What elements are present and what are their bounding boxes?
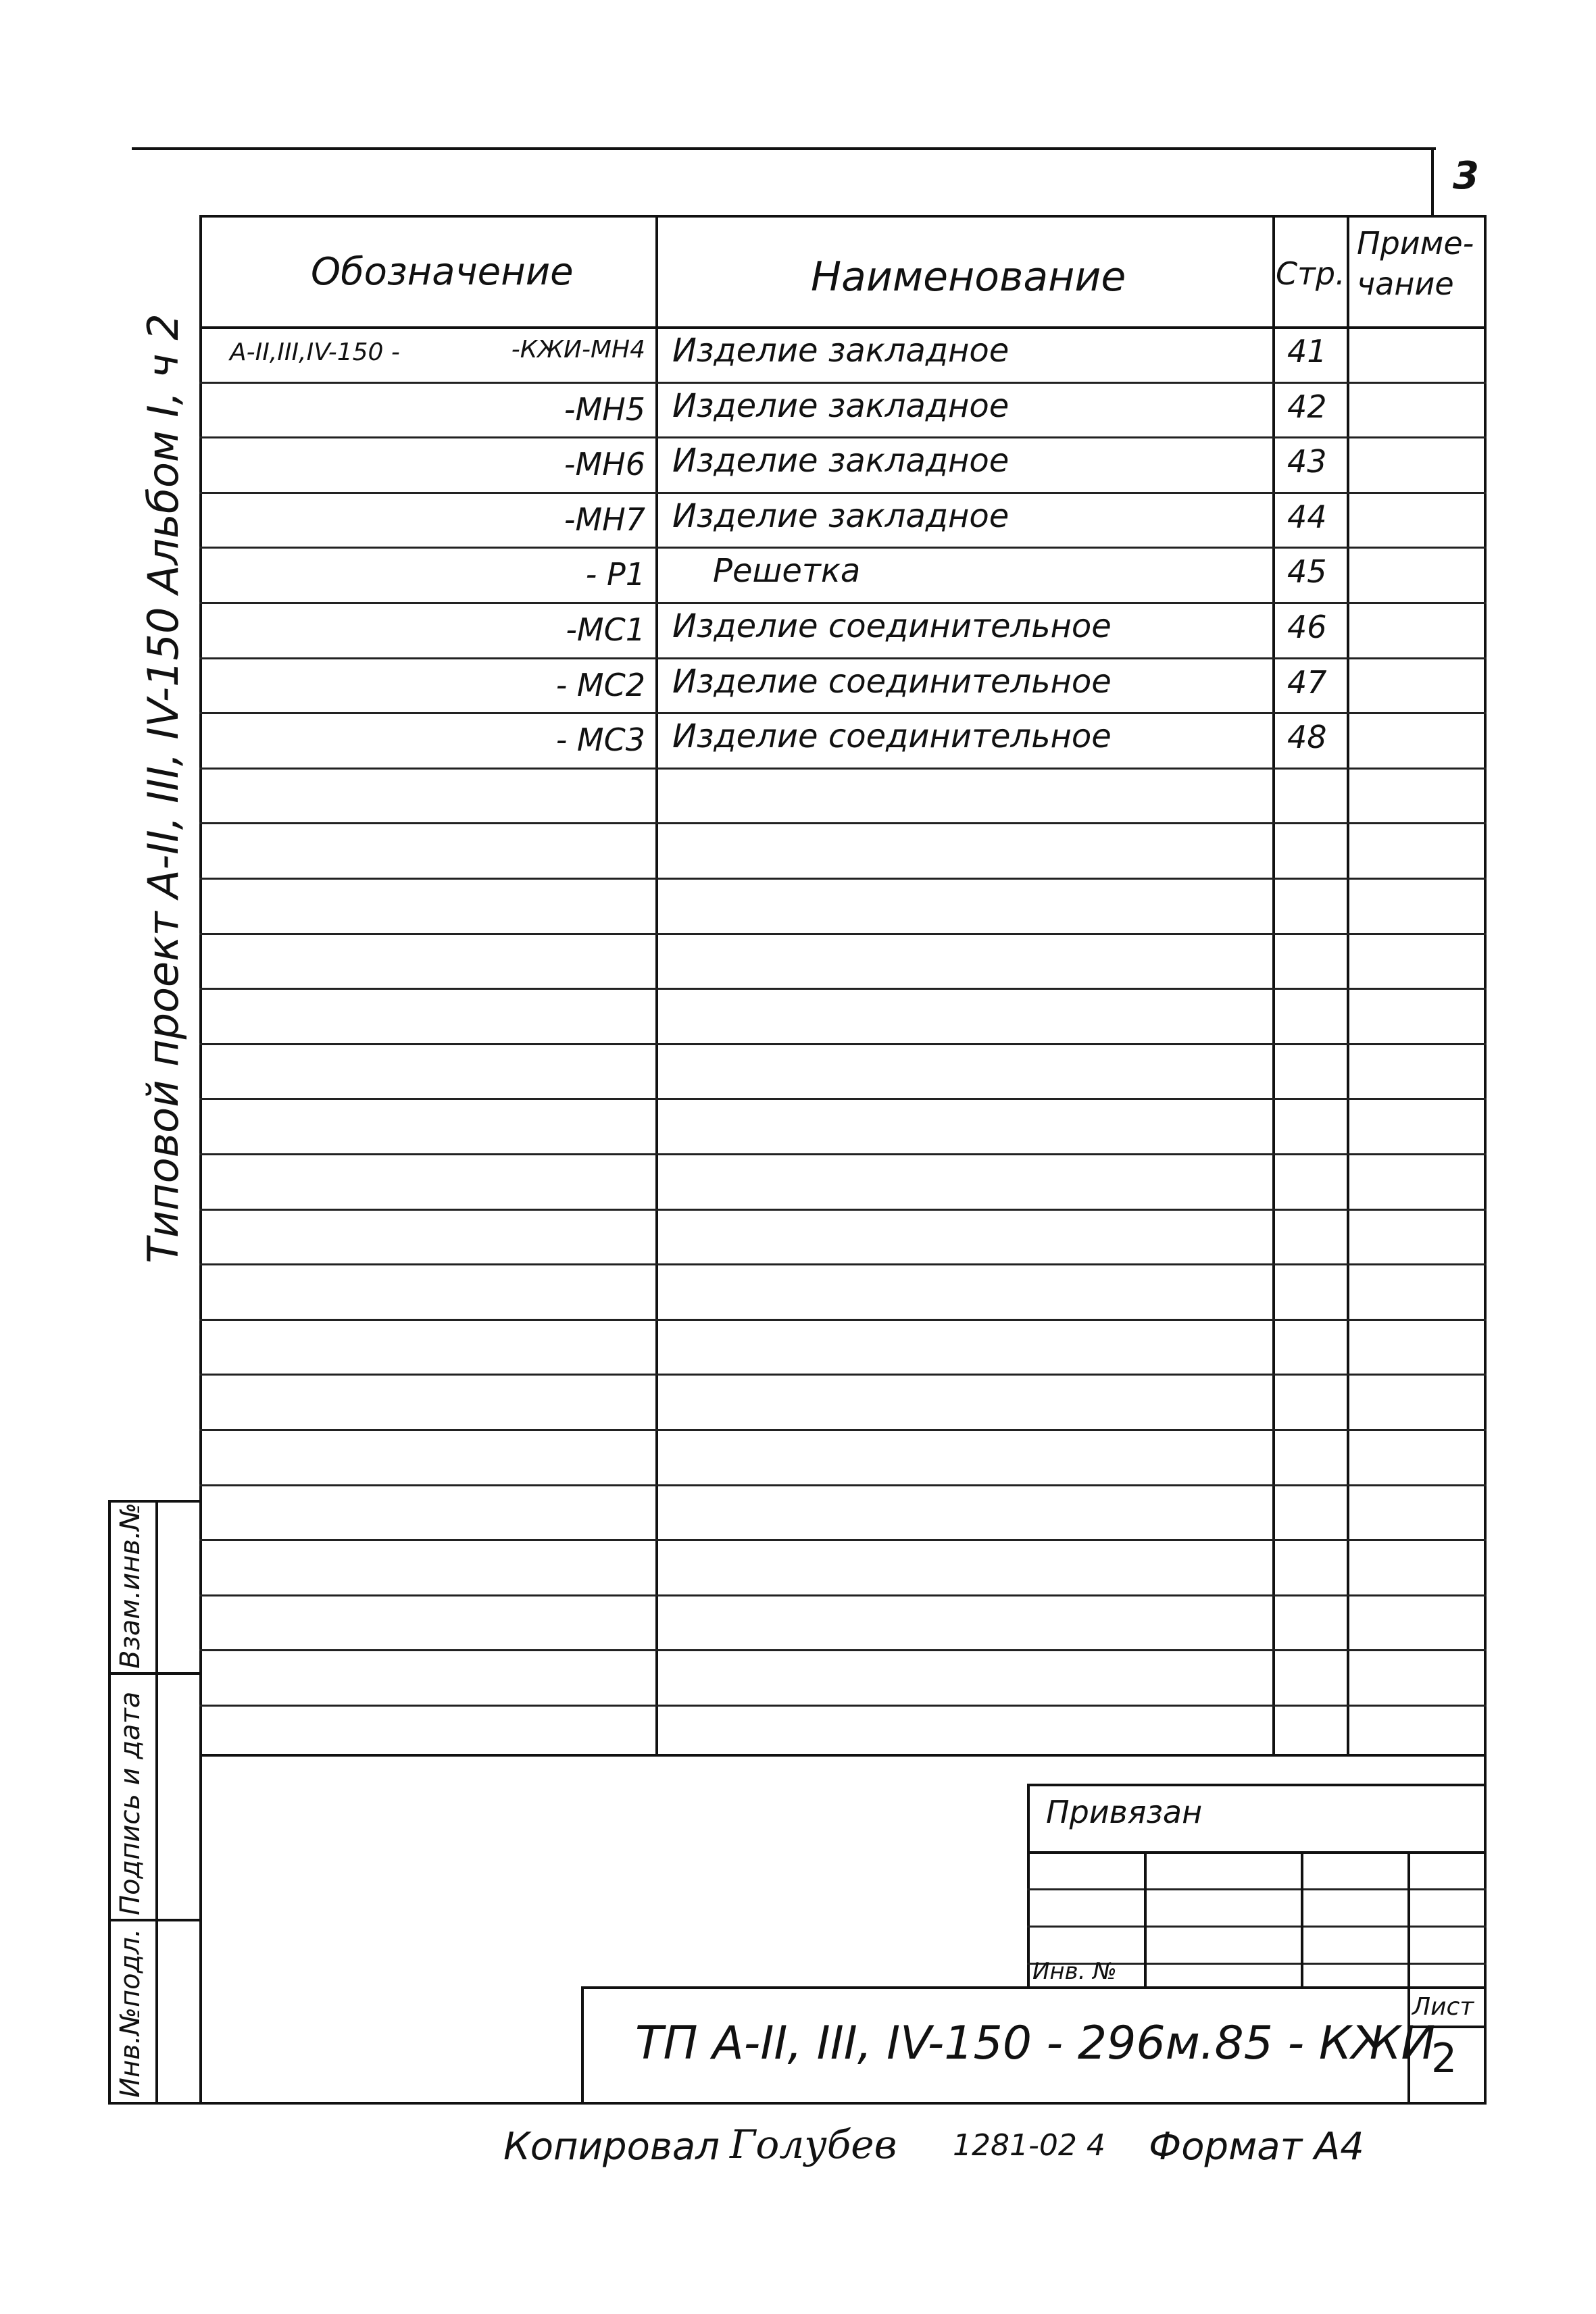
- podpis-data-label: Подпись и дата: [115, 1691, 146, 1915]
- row-line: [199, 1263, 1487, 1265]
- table-bottom: [199, 1754, 1487, 1757]
- frame-bottom: [108, 2102, 1487, 2105]
- row-code: -МН7: [564, 501, 645, 538]
- frame-top: [199, 215, 1487, 218]
- row-name: Изделие закладное: [672, 332, 1009, 370]
- spec-table: [199, 326, 1487, 1755]
- table-row: [199, 436, 1487, 492]
- row-line: [199, 1043, 1487, 1045]
- inv-no-label: Инв. №: [1032, 1958, 1117, 1985]
- row-code: - МС3: [555, 722, 645, 759]
- row-line: [199, 988, 1487, 990]
- row-line: [199, 768, 1487, 770]
- designation-top: [581, 1986, 1487, 1989]
- row-name: Решетка: [713, 552, 861, 590]
- row-line: [199, 933, 1487, 935]
- privyazan-row2: [1027, 1888, 1487, 1890]
- top-border: [132, 147, 1436, 150]
- row-name: Изделие закладное: [672, 497, 1009, 535]
- row-page: 47: [1287, 663, 1327, 701]
- privyazan-label: Привязан: [1046, 1794, 1203, 1830]
- table-row: [199, 602, 1487, 657]
- footer-format: Формат А4: [1149, 2125, 1364, 2169]
- row-code: - МС2: [555, 666, 645, 703]
- table-row: [199, 492, 1487, 547]
- table-row: [199, 657, 1487, 713]
- row-line: [199, 1319, 1487, 1321]
- footer-copied: Копировал: [503, 2125, 720, 2169]
- row-line: [199, 1484, 1487, 1486]
- col-header-page: Стр.: [1276, 255, 1345, 292]
- row-page: 45: [1287, 553, 1327, 590]
- row-line: [199, 1098, 1487, 1100]
- col-header-note: Приме- чание: [1357, 225, 1474, 302]
- privyazan-row1: [1027, 1851, 1487, 1854]
- row-line: [199, 1649, 1487, 1651]
- vzam-inv-label: Взам.инв.№: [115, 1502, 146, 1669]
- row-line: [199, 878, 1487, 880]
- table-row: [199, 712, 1487, 768]
- row-code: -КЖИ-МН4: [511, 336, 645, 363]
- table-row: [199, 547, 1487, 602]
- side-project-label: Типовой проект А-II, III, IV-150 Альбом I, ч 2: [139, 313, 188, 1263]
- side-stamp-div2: [108, 1919, 199, 1921]
- privyazan-col2: [1301, 1851, 1303, 1986]
- list-number: 2: [1431, 2035, 1457, 2082]
- list-label: Лист: [1412, 1993, 1474, 2021]
- document-designation: ТП А-II, III, IV-150 - 296м.85 - КЖИ: [635, 2017, 1436, 2070]
- row-prefix: A-II,III,IV-150 -: [230, 338, 400, 366]
- col-header-designation: Обозначение: [311, 250, 574, 294]
- row-code: -МС1: [566, 611, 645, 648]
- row-code: -МН5: [564, 391, 645, 428]
- side-stamp-left: [108, 1500, 111, 2103]
- row-page: 42: [1287, 388, 1327, 425]
- row-name: Изделие соединительное: [672, 662, 1112, 701]
- row-line: [199, 1209, 1487, 1211]
- sheet-number-box: [1431, 147, 1434, 215]
- sheet-number: 3: [1453, 154, 1479, 198]
- row-code: - Р1: [585, 556, 645, 593]
- privyazan-left: [1027, 1784, 1030, 1986]
- table-row: [199, 326, 1487, 382]
- footer-order: 1281-02 4: [953, 2128, 1105, 2163]
- row-page: 43: [1287, 443, 1327, 480]
- row-line: [199, 1374, 1487, 1376]
- table-row: [199, 382, 1487, 437]
- row-line: [199, 1429, 1487, 1431]
- designation-left: [581, 1986, 584, 2103]
- footer-signature: Голубев: [730, 2121, 897, 2167]
- privyazan-row3: [1027, 1926, 1487, 1928]
- privyazan-col3: [1407, 1851, 1410, 1986]
- row-page: 44: [1287, 498, 1327, 535]
- row-name: Изделие соединительное: [672, 718, 1112, 756]
- row-line: [199, 1594, 1487, 1596]
- row-name: Изделие закладное: [672, 442, 1009, 480]
- privyazan-top: [1027, 1784, 1487, 1786]
- col-header-name: Наименование: [811, 253, 1126, 301]
- row-code: -МН6: [564, 446, 645, 483]
- privyazan-col1: [1144, 1851, 1147, 1986]
- side-stamp-mid: [155, 1500, 158, 2103]
- inv-podl-label: Инв.№подл.: [115, 1928, 146, 2098]
- row-page: 46: [1287, 609, 1327, 645]
- row-page: 48: [1287, 719, 1327, 756]
- row-line: [199, 1705, 1487, 1707]
- row-name: Изделие соединительное: [672, 607, 1112, 645]
- side-stamp-div1: [108, 1672, 199, 1675]
- row-line: [199, 1153, 1487, 1155]
- row-line: [199, 1539, 1487, 1541]
- row-page: 41: [1287, 333, 1327, 370]
- row-name: Изделие закладное: [672, 386, 1009, 425]
- row-line: [199, 822, 1487, 824]
